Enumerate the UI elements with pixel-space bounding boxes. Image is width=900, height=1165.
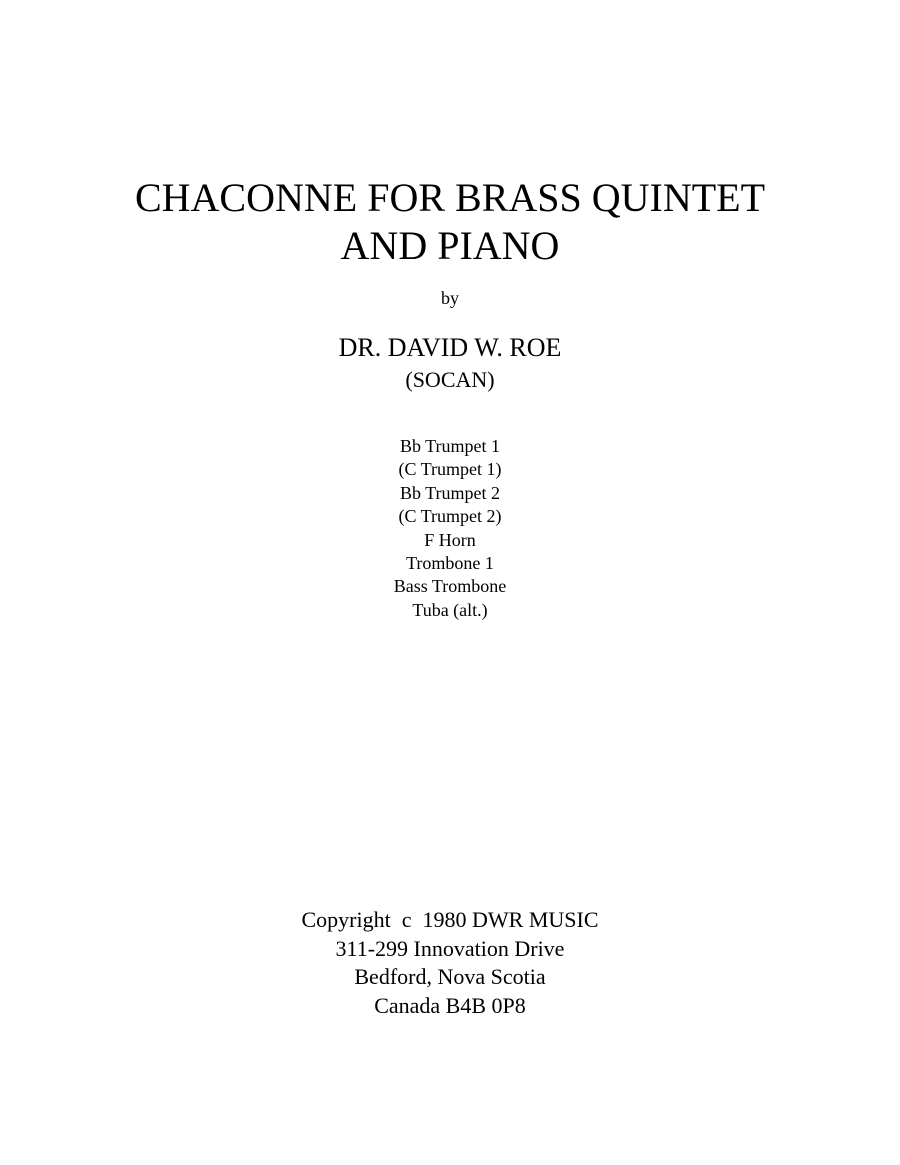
address-street: 311-299 Innovation Drive (335, 935, 565, 961)
title-line-1: CHACONNE FOR BRASS QUINTET (134, 175, 766, 220)
instrumentation-list (0, 435, 900, 622)
page-title (0, 174, 900, 270)
address-city: Bedford, Nova Scotia (354, 964, 546, 989)
instrument-item: (C Trumpet 2) (398, 506, 502, 527)
composer-affiliation: (SOCAN) (405, 367, 495, 392)
copyright-line: Copyright c 1980 DWR MUSIC (301, 907, 599, 932)
address-country: Canada B4B 0P8 (374, 992, 526, 1018)
title-line-2: AND PIANO (340, 223, 560, 268)
copyright-block (0, 906, 900, 1020)
instrument-item: Bass Trombone (393, 576, 507, 597)
instrument-item: (C Trumpet 1) (398, 459, 502, 480)
instrument-item: Bb Trumpet 2 (399, 482, 501, 503)
composer-name: DR. DAVID W. ROE (338, 333, 562, 362)
instrument-item: Tuba (alt.) (412, 599, 488, 620)
instrument-item: Trombone 1 (406, 553, 494, 574)
by-label: by (441, 288, 459, 308)
instrument-item: Bb Trumpet 1 (399, 436, 501, 456)
instrument-item: F Horn (424, 529, 476, 550)
